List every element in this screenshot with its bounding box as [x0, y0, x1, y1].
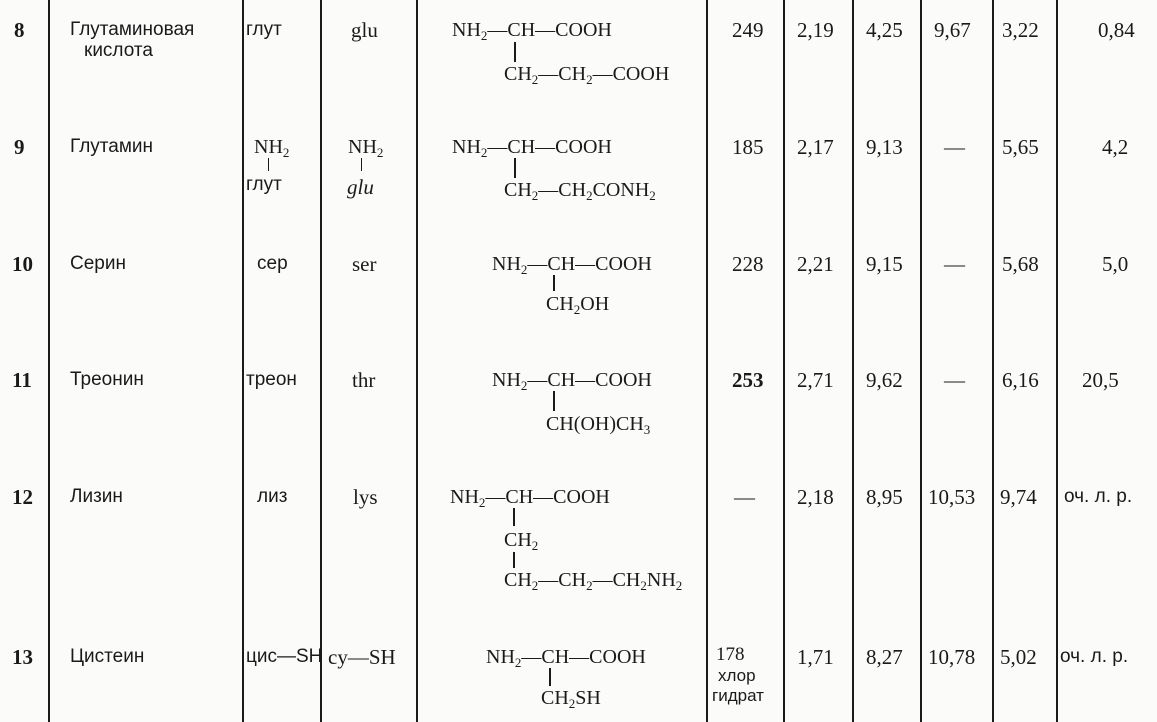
latin-abbreviation: lys	[353, 485, 378, 509]
value-col-4: 10,78	[928, 645, 976, 669]
formula-main-chain: $NH_2—CH—COOH$	[452, 19, 612, 43]
value-col-6: 20,5	[1082, 368, 1119, 392]
value-col-4: 9,67	[934, 18, 971, 42]
ru-abbreviation: треон	[246, 369, 297, 390]
value-col-2: 2,19	[797, 18, 834, 42]
formula-bond	[513, 508, 515, 526]
value-col-3: 8,95	[866, 485, 903, 509]
value-col-4: —	[944, 135, 965, 159]
formula-side-chain-1: $CH_2$	[504, 529, 539, 553]
ru-abbreviation-amide: $NH_2$	[254, 136, 290, 160]
formula-side-chain: $CH(OH)CH_3$	[546, 413, 651, 437]
value-col-5: 5,68	[1002, 252, 1039, 276]
formula-main-chain: $NH_2—CH—COOH$	[452, 136, 612, 160]
formula-bond	[514, 158, 516, 178]
latin-abbreviation: glu	[351, 18, 378, 42]
table-rule	[852, 0, 854, 722]
table-rule	[992, 0, 994, 722]
amino-acid-name-line2: кислота	[84, 40, 153, 61]
row-number: 13	[12, 645, 33, 669]
value-col-1: 249	[732, 18, 764, 42]
value-col-1: 253	[732, 368, 764, 392]
latin-abbreviation: thr	[352, 368, 376, 392]
amino-acid-name: Глутамин	[70, 136, 154, 157]
value-col-5: 5,02	[1000, 645, 1037, 669]
formula-side-chain: $CH_2OH$	[546, 293, 610, 317]
value-col-2: 2,21	[797, 252, 834, 276]
value-col-2: 2,18	[797, 485, 834, 509]
latin-abbreviation: ser	[352, 252, 377, 276]
value-col-6: 0,84	[1098, 18, 1135, 42]
formula-side-chain-2: $CH_2—CH_2—CH_2NH_2$	[504, 569, 683, 593]
formula-main-chain: $NH_2—CH—COOH$	[492, 369, 652, 393]
value-col-3: 4,25	[866, 18, 903, 42]
formula-side-chain: $CH_2—CH_2CONH_2$	[504, 179, 656, 203]
amino-acid-name: Серин	[70, 253, 126, 274]
latin-abbreviation: cy—SH	[328, 645, 396, 669]
value-col-3: 9,15	[866, 252, 903, 276]
row-number: 9	[14, 135, 25, 159]
value-col-6: 5,0	[1102, 252, 1129, 276]
table-rule	[48, 0, 50, 722]
ru-abbreviation: лиз	[257, 486, 288, 507]
amino-acid-name: Треонин	[70, 369, 144, 390]
value-col-1: 178	[716, 644, 745, 665]
value-col-1-note-line1: хлор	[718, 666, 756, 685]
value-col-1-note-line2: гидрат	[712, 686, 764, 705]
value-col-1: 185	[732, 135, 764, 159]
amino-acid-name: Лизин	[70, 486, 123, 507]
value-col-5: 6,16	[1002, 368, 1039, 392]
value-col-6: оч. л. р.	[1064, 486, 1133, 507]
value-col-6: оч. л. р.	[1060, 646, 1129, 667]
value-col-2: 2,71	[797, 368, 834, 392]
formula-side-chain: $CH_2SH$	[541, 687, 601, 711]
value-col-5: 5,65	[1002, 135, 1039, 159]
value-col-3: 8,27	[866, 645, 903, 669]
row-number: 12	[12, 485, 33, 509]
latin-abbreviation: glu	[347, 175, 374, 199]
table-rule	[920, 0, 922, 722]
value-col-2: 2,17	[797, 135, 834, 159]
value-col-1: 228	[732, 252, 764, 276]
ru-abbreviation: цис—SH	[246, 646, 323, 667]
value-col-6: 4,2	[1102, 135, 1129, 159]
formula-main-chain: $NH_2—CH—COOH$	[486, 646, 646, 670]
row-number: 8	[14, 18, 25, 42]
value-col-5: 3,22	[1002, 18, 1039, 42]
table-rule	[416, 0, 418, 722]
formula-side-chain: $CH_2—CH_2—COOH$	[504, 63, 670, 87]
value-col-2: 1,71	[797, 645, 834, 669]
ru-abbreviation: глут	[246, 174, 282, 195]
value-col-5: 9,74	[1000, 485, 1037, 509]
amino-acid-name: Глутаминовая	[70, 19, 195, 40]
row-number: 10	[12, 252, 33, 276]
formula-bond	[553, 391, 555, 411]
table-rule	[1056, 0, 1058, 722]
value-col-3: 9,62	[866, 368, 903, 392]
value-col-4: 10,53	[928, 485, 976, 509]
value-col-3: 9,13	[866, 135, 903, 159]
formula-bond	[513, 552, 515, 568]
formula-main-chain: $NH_2—CH—COOH$	[492, 253, 652, 277]
formula-bond	[549, 668, 551, 686]
formula-bond	[553, 275, 555, 291]
abbreviation-bond	[268, 158, 269, 171]
amino-acid-name: Цистеин	[70, 646, 145, 667]
value-col-4: —	[944, 368, 965, 392]
ru-abbreviation: сер	[257, 253, 288, 274]
table-rule	[320, 0, 322, 722]
table-rule	[706, 0, 708, 722]
formula-main-chain: $NH_2—CH—COOH$	[450, 486, 610, 510]
value-col-4: —	[944, 252, 965, 276]
latin-abbreviation-amide: $NH_2$	[348, 136, 384, 160]
value-col-1: —	[734, 485, 755, 509]
table-rule	[242, 0, 244, 722]
abbreviation-bond	[361, 158, 362, 171]
table-rule	[783, 0, 785, 722]
formula-bond	[514, 42, 516, 62]
ru-abbreviation: глут	[246, 19, 282, 40]
row-number: 11	[12, 368, 32, 392]
